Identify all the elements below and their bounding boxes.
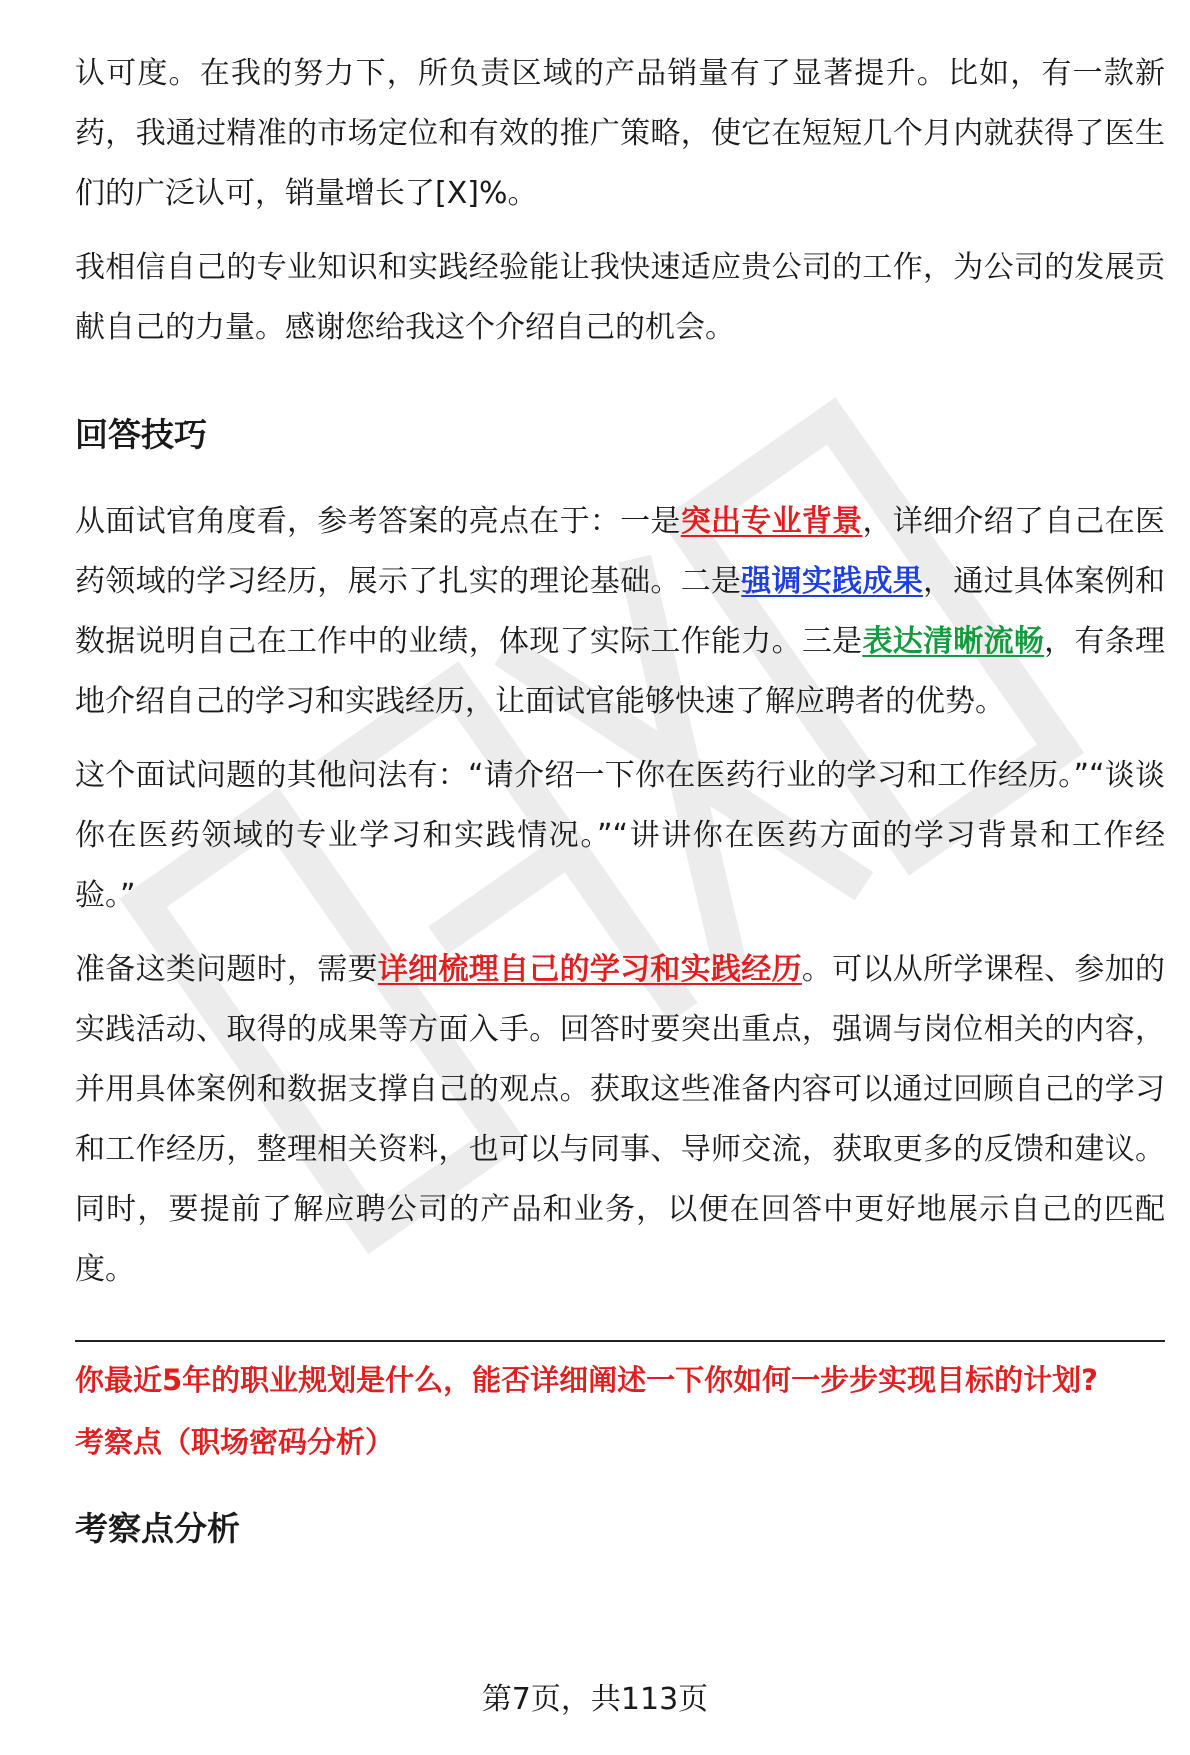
paragraph-alternative-questions: 这个面试问题的其他问法有：“请介绍一下你在医药行业的学习和工作经历。”“谈谈你在医药领域的专业学习和实践情况。”“讲讲你在医药方面的学习背景和工作经验。” (75, 758, 1165, 913)
text-span: ，详细介绍了自己在医药领域的学习经历，展示了扎实的理论基础。二是 (75, 504, 1166, 599)
highlight-professional-background: 突出专业背景 (680, 504, 863, 539)
highlight-clear-expression: 表达清晰流畅 (862, 624, 1045, 659)
section-heading-analysis: 考察点分析 (75, 1509, 240, 1548)
next-question-subtitle: 考察点（职场密码分析） (75, 1425, 395, 1459)
document-page (75, 44, 1165, 1560)
text-span: 准备这类问题时，需要 (75, 952, 378, 987)
paragraph-preparation (75, 940, 1165, 1300)
paragraph-closing: 我相信自己的专业知识和实践经验能让我快速适应贵公司的工作，为公司的发展贡献自己的力量。感谢您给我这个介绍自己的机会。 (75, 250, 1165, 345)
highlight-review-experience: 详细梳理自己的学习和实践经历 (377, 952, 802, 987)
text-span: ，有条理地介绍自己的学习和实践经历，让面试官能够快速了解应聘者的优势。 (75, 624, 1166, 719)
paragraph-achievement: 认可度。在我的努力下，所负责区域的产品销量有了显著提升。比如，有一款新药，我通过精准的市场定位和有效的推广策略，使它在短短几个月内就获得了医生们的广泛认可，销量增长了[X]%。 (75, 56, 1165, 211)
text-span: 从面试官角度看，参考答案的亮点在于：一是 (75, 504, 681, 539)
paragraph-tips-highlights (75, 492, 1165, 732)
page-number-footer: 第7页，共113页 (481, 1682, 709, 1717)
next-question-title: 你最近5年的职业规划是什么，能否详细阐述一下你如何一步步实现目标的计划? (75, 1363, 1099, 1397)
text-span: ，通过具体案例和数据说明自己在工作中的业绩，体现了实际工作能力。三是 (75, 564, 1166, 659)
highlight-practice-results: 强调实践成果 (741, 564, 924, 599)
text-span: 。可以从所学课程、参加的实践活动、取得的成果等方面入手。回答时要突出重点，强调与岗位相关的内容，并用具体案例和数据支撑自己的观点。获取这些准备内容可以通过回顾自己的学习和工作经历，整理相关资料，也可以与同事、导师交流，获取更多的反馈和建议。同时，要提前了解应聘公司的产品和业务，以便在回答中更好地展示自己的匹配度。 (75, 952, 1166, 1287)
section-heading-tips: 回答技巧 (75, 415, 207, 454)
